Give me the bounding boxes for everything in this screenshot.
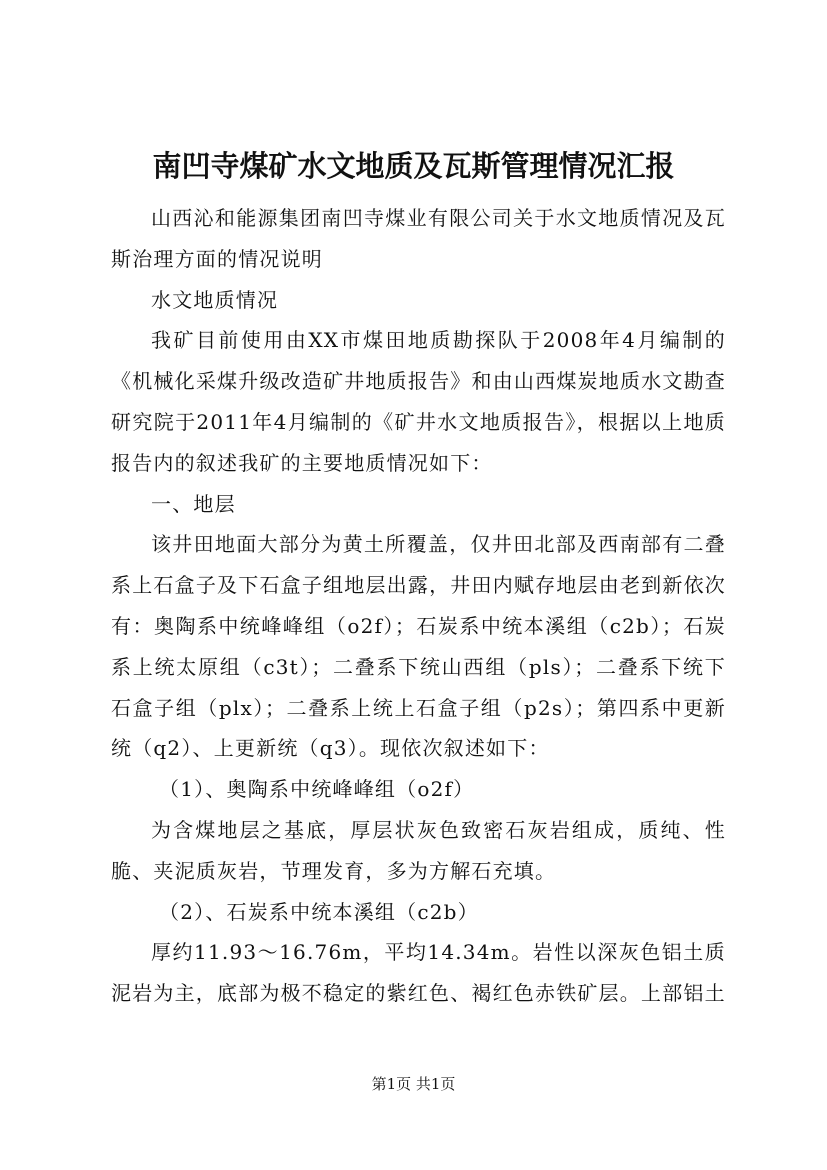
paragraph-subheading-o2f: （1）、奥陶系中统峰峰组（o2f） <box>159 777 475 802</box>
paragraph-heading-strata: 一、地层 <box>151 491 236 516</box>
paragraph-o2f: 为含煤地层之基底，厚层状灰色致密石灰岩组成，质纯、性脆、夹泥质灰岩，节理发育，多为方解石充填。 <box>111 817 726 883</box>
document-title: 南凹寺煤矿水文地质及瓦斯管理情况汇报 <box>152 149 675 183</box>
paragraph-intro: 山西沁和能源集团南凹寺煤业有限公司关于水文地质情况及瓦斯治理方面的情况说明 <box>111 206 726 271</box>
paragraph-heading-hydro: 水文地质情况 <box>151 287 279 312</box>
paragraph-reports: 我矿目前使用由XX市煤田地质勘探队于2008年4月编制的《机械化采煤升级改造矿井地质报告》和由山西煤炭地质水文勘查研究院于2011年4月编制的《矿井水文地质报告》，根据以上地质报告内的叙述我矿的主要地质情况如下： <box>111 328 726 475</box>
page-number: 第1页 共1页 <box>371 1075 456 1093</box>
paragraph-subheading-c2b: （2）、石炭系中统本溪组（c2b） <box>159 899 479 924</box>
paragraph-strata: 该井田地面大部分为黄土所覆盖，仅井田北部及西南部有二叠系上石盒子及下石盒子组地层出露，井田内赋存地层由老到新依次有：奥陶系中统峰峰组（o2f）；石炭系中统本溪组（c2b）；石炭系上统太原组（c3t）；二叠系下统山西组（pls）；二叠系下统下石盒子组（plx）；二叠系上统上石盒子组（p2s）；第四系中更新统（q2）、上更新统（q3）。现依次叙述如下： <box>111 532 726 761</box>
document-body <box>111 198 726 1014</box>
paragraph-c2b: 厚约11.93～16.76m，平均14.34m。岩性以深灰色铝土质泥岩为主，底部为极不稳定的紫红色、褐红色赤铁矿层。上部铝土 <box>111 940 726 1006</box>
